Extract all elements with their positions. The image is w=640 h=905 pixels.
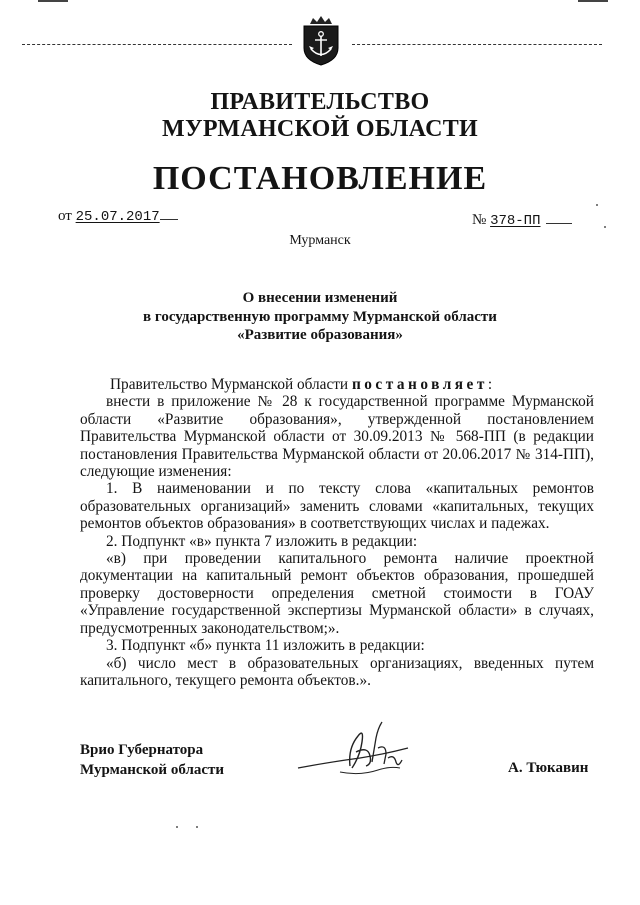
document-date xyxy=(58,208,178,225)
number-value: 378-ПП xyxy=(490,213,541,229)
number-prefix: № xyxy=(472,212,487,228)
body-paragraph: 2. Подпункт «в» пункта 7 изложить в редакции: xyxy=(106,532,418,550)
scan-dust xyxy=(176,826,178,828)
body-paragraph: 1. В наименовании и по тексту слова «капитальных ремонтов образовательных организаций» заменить словами «капитальных, текущих ремонтов объектов образования» в соответствующих числах и падежах. xyxy=(80,480,594,533)
murmansk-coat-of-arms-icon xyxy=(298,14,344,66)
date-value: 25.07.2017 xyxy=(75,209,160,225)
number-underline xyxy=(546,223,572,224)
signatory-name: А. Тюкавин xyxy=(508,760,589,776)
organization-name-line1: ПРАВИТЕЛЬСТВО xyxy=(210,89,430,115)
scan-top-mark xyxy=(578,0,608,2)
place-of-issue: Мурманск xyxy=(289,233,351,248)
organization-name-line2: МУРМАНСКОЙ ОБЛАСТИ xyxy=(162,116,478,142)
body-intro xyxy=(80,376,594,393)
intro-colon: : xyxy=(487,376,493,393)
body-paragraph: 3. Подпункт «б» пункта 11 изложить в редакции: xyxy=(106,637,425,655)
scan-edge-line xyxy=(352,44,602,45)
intro-verb: постановляет xyxy=(351,376,488,393)
document-number xyxy=(472,212,572,229)
scan-top-mark xyxy=(38,0,68,2)
date-prefix: от xyxy=(58,208,72,224)
body-paragraph: внести в приложение № 28 к государственной программе Мурманской области «Развитие образования», утвержденной постановлением Правительства Мурманской области от 30.09.2013 № 568-ПП (в редакции постановления Правительства Мурманской области от 20.06.2017 № 314-ПП), следующие изменения: xyxy=(80,393,594,481)
document-type-title: ПОСТАНОВЛЕНИЕ xyxy=(152,160,488,197)
scan-edge-line xyxy=(22,44,292,45)
signatory-title-line1: Врио Губернатора xyxy=(80,742,204,758)
handwritten-signature xyxy=(290,718,420,780)
scan-dust xyxy=(196,826,198,828)
signatory-title-line2: Мурманской области xyxy=(80,762,225,778)
subject-line3: «Развитие образования» xyxy=(237,327,403,343)
intro-text: Правительство Мурманской области xyxy=(110,376,352,393)
subject-line2: в государственную программу Мурманской области xyxy=(143,309,497,325)
date-underline xyxy=(160,219,178,220)
document-body xyxy=(80,376,594,689)
body-paragraph: «б) число мест в образовательных организациях, введенных путем капитального, текущего ремонта объектов.». xyxy=(80,654,594,689)
scan-dust xyxy=(604,226,606,228)
signatory-title xyxy=(80,740,224,780)
subject-line1: О внесении изменений xyxy=(242,290,398,306)
scan-dust xyxy=(596,204,598,206)
body-paragraph: «в) при проведении капитального ремонта наличие проектной документации на капитальный ремонт объектов образования, прошедшей проверку достоверности определения сметной стоимости в ГОАУ «Управление государственной экспертизы Мурманской области» в случаях, предусмотренных законодательством;». xyxy=(80,550,594,637)
